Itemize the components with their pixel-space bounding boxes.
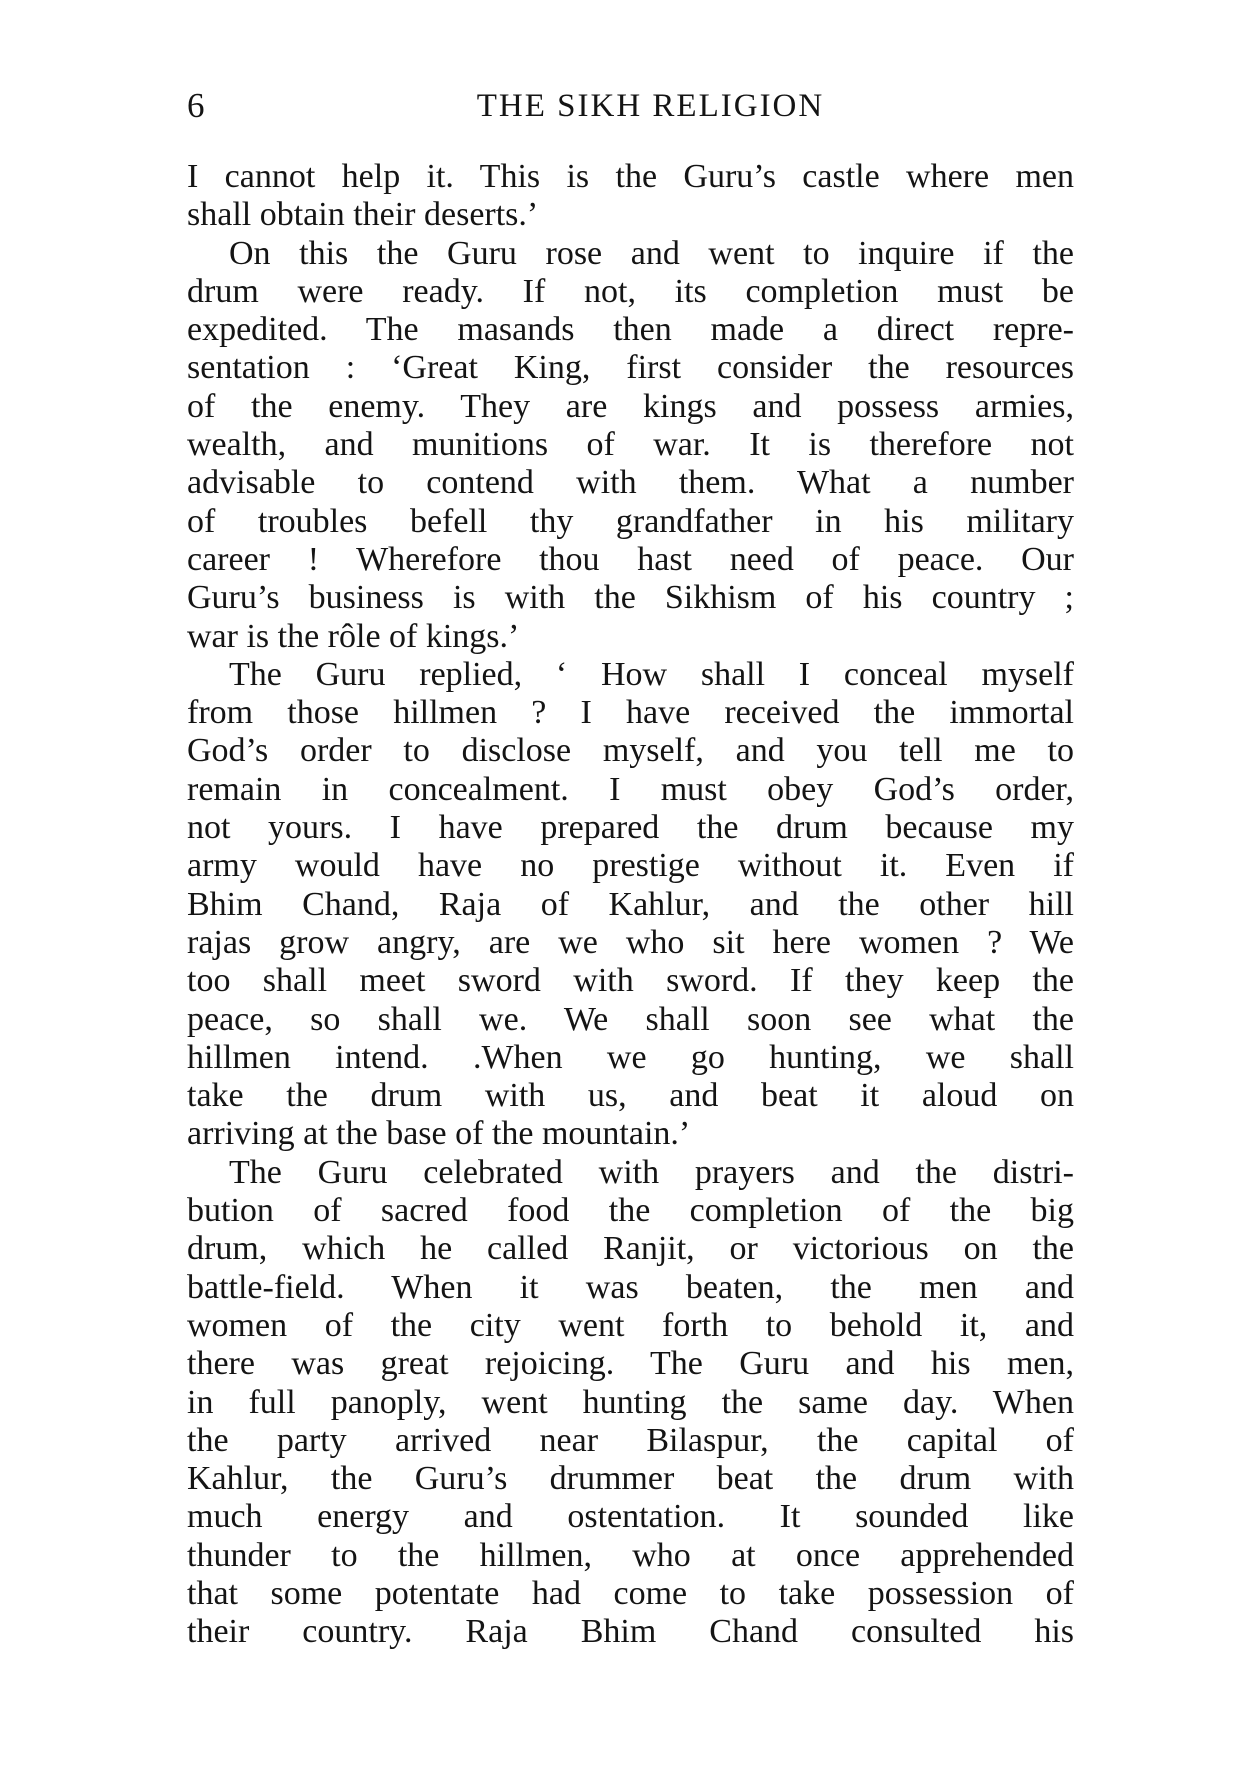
text-line: remain in concealment. I must obey God’s order, — [187, 770, 1074, 808]
text-line: drum, which he called Ranjit, or victorious on the — [187, 1230, 1074, 1268]
text-line: much energy and ostentation. It sounded like — [187, 1498, 1074, 1536]
text-line: thunder to the hillmen, who at once apprehended — [187, 1536, 1074, 1574]
text-line: God’s order to disclose myself, and you tell me to — [187, 732, 1074, 770]
text-line: army would have no prestige without it. Even if — [187, 847, 1074, 885]
text-line: wealth, and munitions of war. It is therefore not — [187, 426, 1074, 464]
text-line: bution of sacred food the completion of the big — [187, 1192, 1074, 1230]
text-line: the party arrived near Bilaspur, the capital of — [187, 1421, 1074, 1459]
text-line: Kahlur, the Guru’s drummer beat the drum with — [187, 1460, 1074, 1498]
text-line: that some potentate had come to take possession of — [187, 1574, 1074, 1612]
text-line: Guru’s business is with the Sikhism of his country ; — [187, 579, 1074, 617]
body-text — [187, 158, 1074, 1652]
text-line: battle-field. When it was beaten, the men and — [187, 1268, 1074, 1306]
running-head — [187, 84, 1074, 128]
text-line: of the enemy. They are kings and possess armies, — [187, 387, 1074, 425]
text-line: The Guru replied, ‘ How shall I conceal myself — [229, 655, 1074, 693]
text-line: war is the rôle of kings.’ — [187, 617, 520, 655]
text-line: sentation : ‘Great King, first consider the resources — [187, 349, 1074, 387]
text-line: hillmen intend. .When we go hunting, we shall — [187, 1038, 1074, 1076]
text-line: their country. Raja Bhim Chand consulted his — [187, 1613, 1074, 1651]
text-line: career ! Wherefore thou hast need of peace. Our — [187, 540, 1074, 578]
text-line: from those hillmen ? I have received the immortal — [187, 694, 1074, 732]
page-number: 6 — [187, 86, 205, 125]
paragraph — [187, 158, 1074, 235]
text-line: in full panoply, went hunting the same day. When — [187, 1383, 1074, 1421]
paragraph — [187, 656, 1074, 1154]
text-line: of troubles befell thy grandfather in his military — [187, 502, 1074, 540]
text-line: drum were ready. If not, its completion must be — [187, 272, 1074, 310]
text-line: On this the Guru rose and went to inquire if the — [229, 234, 1074, 272]
text-line: women of the city went forth to behold it, and — [187, 1306, 1074, 1344]
paragraph — [187, 1154, 1074, 1652]
text-line: take the drum with us, and beat it aloud on — [187, 1077, 1074, 1115]
text-line: expedited. The masands then made a direct repre- — [187, 311, 1074, 349]
text-line: arriving at the base of the mountain.’ — [187, 1115, 691, 1153]
running-title: THE SIKH RELIGION — [476, 88, 825, 124]
text-line: there was great rejoicing. The Guru and his men, — [187, 1345, 1074, 1383]
text-line: rajas grow angry, are we who sit here women ? We — [187, 923, 1074, 961]
text-line: peace, so shall we. We shall soon see what the — [187, 1000, 1074, 1038]
text-line: too shall meet sword with sword. If they keep the — [187, 962, 1074, 1000]
text-line: not yours. I have prepared the drum because my — [187, 809, 1074, 847]
text-line: I cannot help it. This is the Guru’s castle where men — [187, 158, 1074, 195]
text-line: advisable to contend with them. What a number — [187, 464, 1074, 502]
text-line: The Guru celebrated with prayers and the distri- — [229, 1153, 1074, 1191]
text-line: shall obtain their deserts.’ — [187, 196, 539, 234]
text-line: Bhim Chand, Raja of Kahlur, and the other hill — [187, 885, 1074, 923]
paragraph — [187, 235, 1074, 656]
